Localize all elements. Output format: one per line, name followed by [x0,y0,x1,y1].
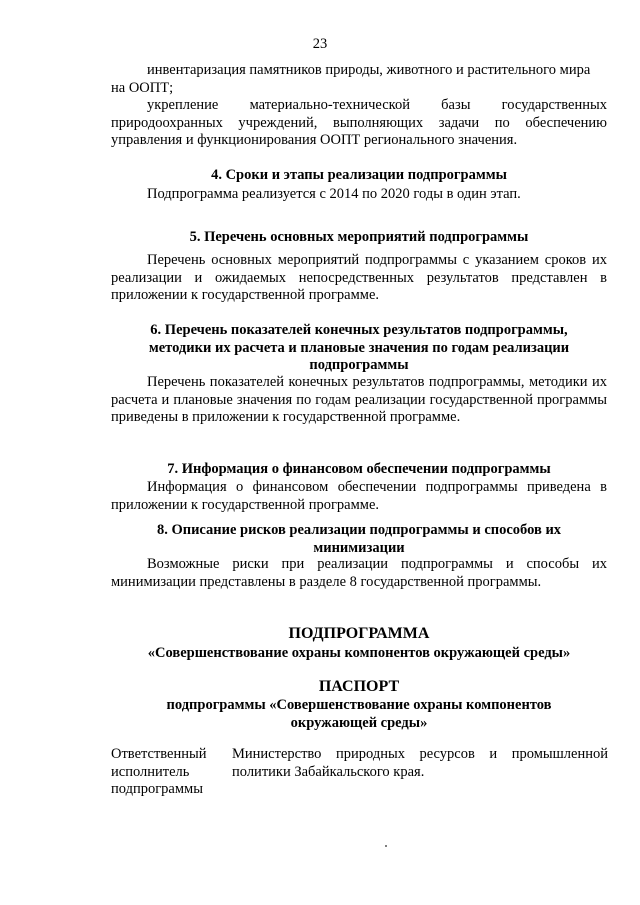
scan-speck [385,845,387,847]
passport-subtitle-line-2: окружающей среды» [290,714,428,731]
section-8-text: Возможные риски при реализации подпрограммы и способы их минимизации представлены в разделе 8 государственной программы. [111,556,607,590]
passport-label-line-2: исполнитель [111,763,190,780]
passport-subtitle-line-1: подпрограммы «Совершенствование охраны компонентов [166,697,552,713]
section-7-text: Информация о финансовом обеспечении подпрограммы приведена в приложении к государственной программе. [111,479,607,513]
section-6-heading-line-2: методики их расчета и плановые значения по годам реализации [148,339,570,356]
intro-paragraph-1 [111,62,607,97]
passport-label-line-3: подпрограммы [111,781,203,797]
section-6-heading-line-3: подпрограммы [309,357,409,373]
intro-line-1: инвентаризация памятников природы, животного и растительного мира [147,62,591,78]
section-5-heading: 5. Перечень основных мероприятий подпрограммы [189,229,529,245]
page-number: 23 [312,36,328,52]
section-5-text: Перечень основных мероприятий подпрограммы с указанием сроков их реализации и ожидаемых непосредственных результатов представлен в приложении к государственной программе. [111,252,607,303]
section-8-heading [111,522,607,557]
section-4-heading: 4. Сроки и этапы реализации подпрограммы [211,167,507,183]
passport-label-line-1: Ответственный [111,746,207,762]
passport-title: ПАСПОРТ [318,678,400,695]
intro-line-1-cont: на ООПТ; [111,79,174,96]
section-6-heading-line-1: 6. Перечень показателей конечных результатов подпрограммы, [150,322,568,338]
section-8-heading-line-1: 8. Описание рисков реализации подпрограммы и способов их [156,522,562,538]
subprogram-title: ПОДПРОГРАММА [288,625,430,642]
section-7-heading: 7. Информация о финансовом обеспечении подпрограммы [167,461,551,477]
passport-subtitle [111,697,607,732]
section-6-heading [111,322,607,375]
subprogram-name: «Совершенствование охраны компонентов окружающей среды» [147,645,571,661]
section-6-text: Перечень показателей конечных результатов подпрограммы, методики их расчета и плановые значения по годам реализации государственной программы приведены в приложении к государственной программе. [111,374,607,425]
passport-row-label [111,746,223,799]
intro-paragraph-2: укрепление материально-технической базы государственных природоохранных учреждений, выполняющих задачи по обеспечению управления и функционирования ООПТ регионального значения. [111,97,607,148]
passport-row-value: Министерство природных ресурсов и промышленной политики Забайкальского края. [232,746,608,780]
section-4-text: Подпрограмма реализуется с 2014 по 2020 годы в один этап. [147,186,521,202]
section-8-heading-line-2: минимизации [313,539,405,556]
